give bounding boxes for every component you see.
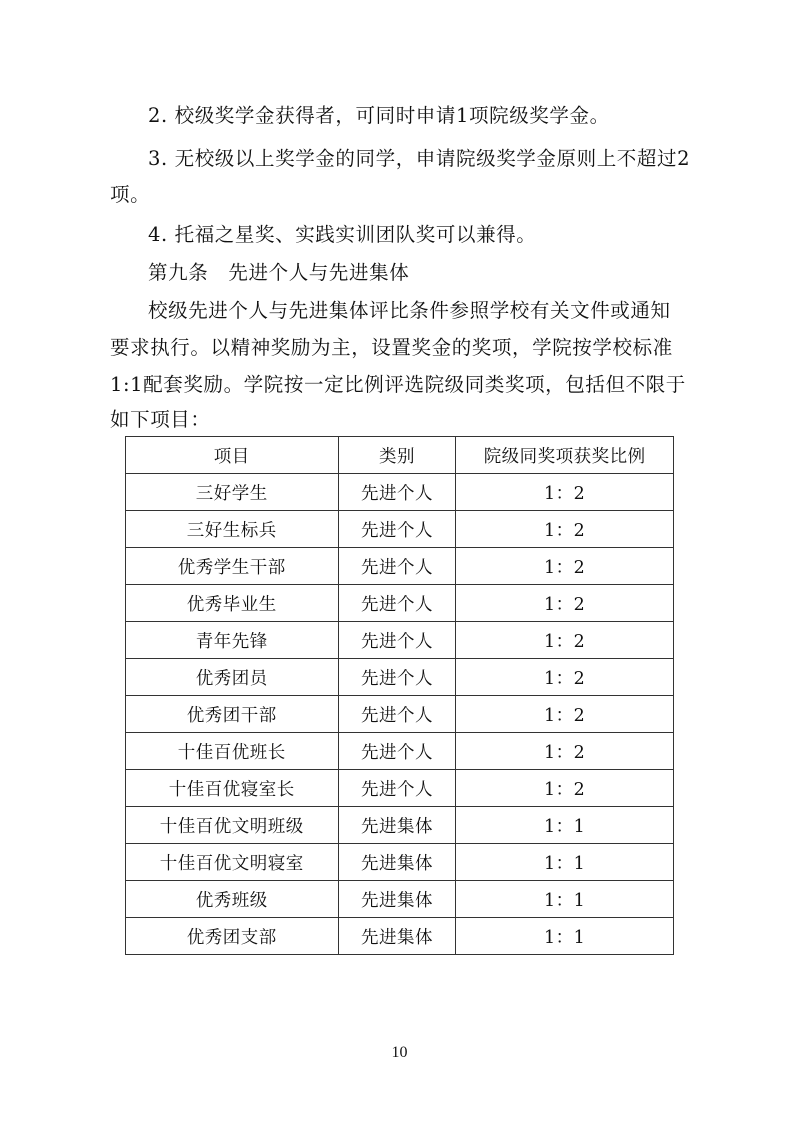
paragraph-body-line-3: 1:1配套奖励。学院按一定比例评选院级同类奖项，包括但不限于 <box>110 373 686 396</box>
cell-ratio: 1：1 <box>456 844 674 881</box>
table-row <box>126 511 674 548</box>
table-row <box>126 585 674 622</box>
paragraph-item-4: 4. 托福之星奖、实践实训团队奖可以兼得。 <box>148 223 537 246</box>
table-row <box>126 696 674 733</box>
cell-category: 先进个人 <box>338 585 456 622</box>
cell-item: 优秀毕业生 <box>126 585 339 622</box>
cell-item: 十佳百优文明寝室 <box>126 844 339 881</box>
cell-category: 先进集体 <box>338 918 456 955</box>
cell-category: 先进个人 <box>338 659 456 696</box>
paragraph-item-2: 2. 校级奖学金获得者，可同时申请1项院级奖学金。 <box>148 104 610 127</box>
table-header-row <box>126 437 674 474</box>
section-heading-article-9: 第九条 先进个人与先进集体 <box>148 261 410 284</box>
cell-category: 先进个人 <box>338 548 456 585</box>
cell-category: 先进个人 <box>338 474 456 511</box>
column-header-category: 类别 <box>338 437 456 474</box>
cell-item: 青年先锋 <box>126 622 339 659</box>
table-row <box>126 474 674 511</box>
cell-category: 先进集体 <box>338 807 456 844</box>
cell-ratio: 1：2 <box>456 622 674 659</box>
table-row <box>126 659 674 696</box>
table-row <box>126 622 674 659</box>
cell-item: 优秀班级 <box>126 881 339 918</box>
table-row <box>126 770 674 807</box>
cell-item: 三好生标兵 <box>126 511 339 548</box>
cell-category: 先进个人 <box>338 696 456 733</box>
cell-item: 优秀团员 <box>126 659 339 696</box>
table-row <box>126 918 674 955</box>
awards-ratio-table <box>125 436 674 955</box>
cell-ratio: 1：2 <box>456 733 674 770</box>
cell-ratio: 1：1 <box>456 807 674 844</box>
table-row <box>126 844 674 881</box>
column-header-ratio: 院级同奖项获奖比例 <box>456 437 674 474</box>
cell-ratio: 1：2 <box>456 770 674 807</box>
cell-item: 优秀团干部 <box>126 696 339 733</box>
cell-category: 先进个人 <box>338 622 456 659</box>
cell-ratio: 1：1 <box>456 881 674 918</box>
cell-item: 十佳百优班长 <box>126 733 339 770</box>
page-number: 10 <box>391 1044 408 1061</box>
cell-category: 先进个人 <box>338 511 456 548</box>
cell-item: 优秀团支部 <box>126 918 339 955</box>
paragraph-body-line-1: 校级先进个人与先进集体评比条件参照学校有关文件或通知 <box>148 299 671 322</box>
table-row <box>126 548 674 585</box>
table-row <box>126 881 674 918</box>
cell-ratio: 1：2 <box>456 696 674 733</box>
cell-ratio: 1：2 <box>456 548 674 585</box>
cell-ratio: 1：2 <box>456 511 674 548</box>
table-row <box>126 733 674 770</box>
cell-item: 三好学生 <box>126 474 339 511</box>
paragraph-body-line-4: 如下项目： <box>110 408 211 431</box>
cell-ratio: 1：2 <box>456 474 674 511</box>
cell-category: 先进个人 <box>338 770 456 807</box>
cell-item: 十佳百优文明班级 <box>126 807 339 844</box>
cell-item: 优秀学生干部 <box>126 548 339 585</box>
cell-item: 十佳百优寝室长 <box>126 770 339 807</box>
cell-ratio: 1：2 <box>456 659 674 696</box>
table-row <box>126 807 674 844</box>
cell-category: 先进个人 <box>338 733 456 770</box>
paragraph-body-line-2: 要求执行。以精神奖励为主，设置奖金的奖项，学院按学校标准 <box>110 336 673 359</box>
paragraph-item-3: 3. 无校级以上奖学金的同学，申请院级奖学金原则上不超过2 <box>148 147 691 170</box>
column-header-item: 项目 <box>126 437 339 474</box>
paragraph-item-3-continued: 项。 <box>110 183 151 206</box>
cell-category: 先进集体 <box>338 881 456 918</box>
cell-ratio: 1：1 <box>456 918 674 955</box>
cell-category: 先进集体 <box>338 844 456 881</box>
cell-ratio: 1：2 <box>456 585 674 622</box>
